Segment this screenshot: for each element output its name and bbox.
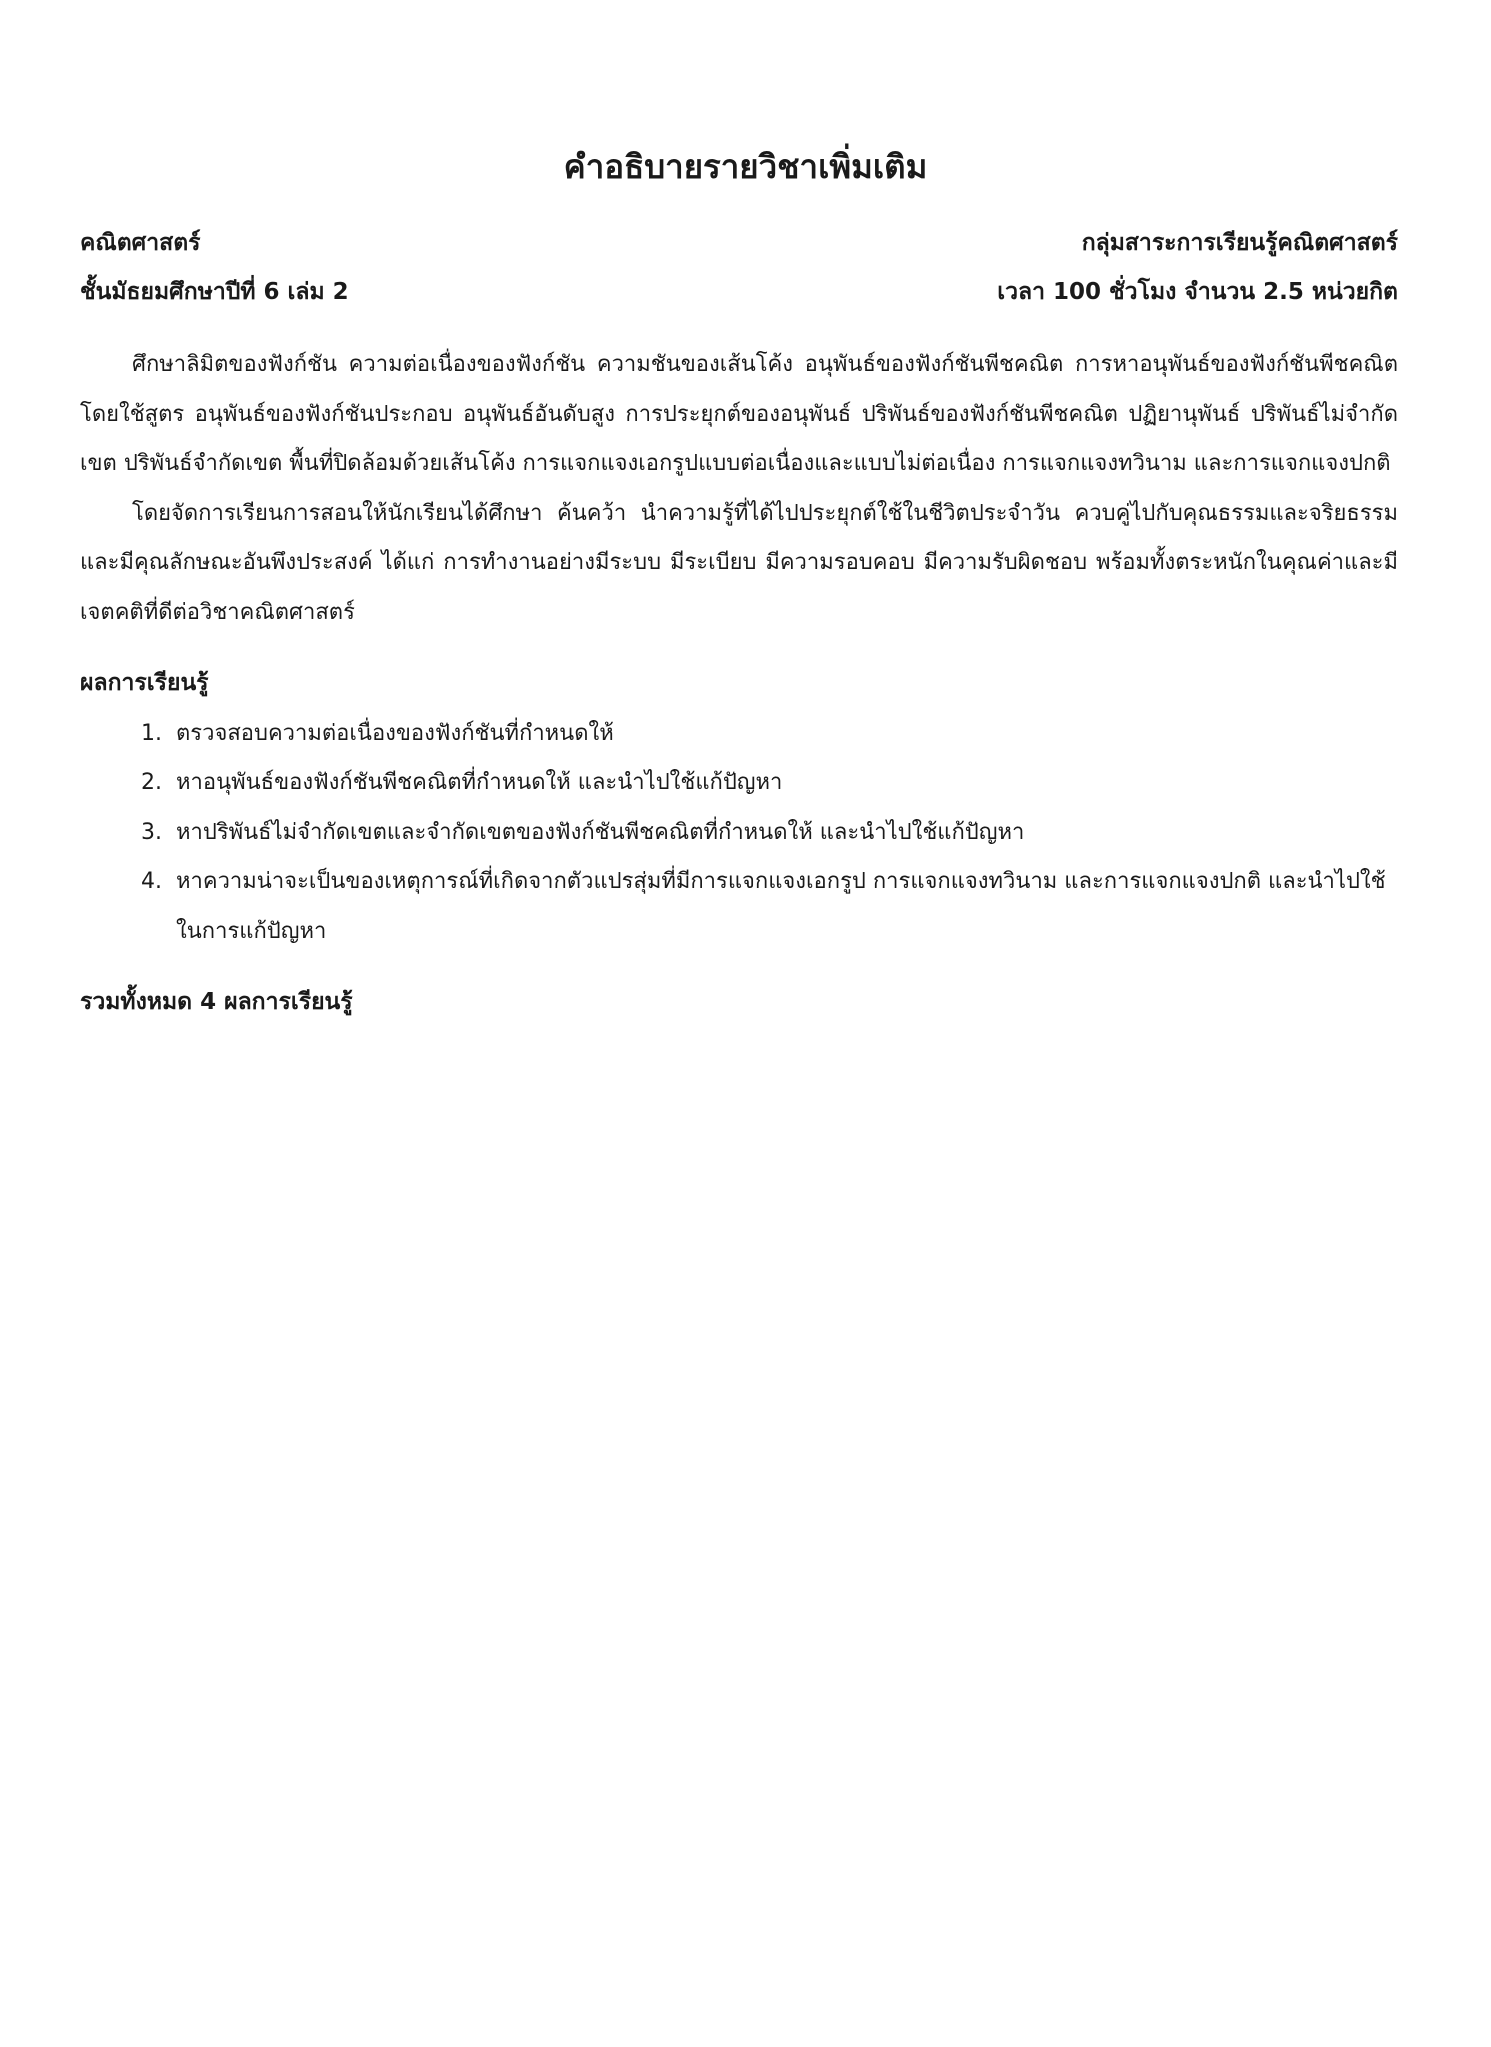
outcome-text: ตรวจสอบความต่อเนื่องของฟังก์ชันที่กำหนดให้ [176,720,614,746]
subject-label: คณิตศาสตร์ [80,230,201,256]
outcome-number: 3. [141,819,162,845]
outcome-text: หาความน่าจะเป็นของเหตุการณ์ที่เกิดจากตัวแปรสุ่มที่มีการแจกแจงเอกรูป การแจกแจงทวินาม และการแจกแจงปกติ และนำไปใช้ในการแก้ปัญหา [176,869,1386,944]
outcome-item-2 [80,758,1398,808]
description-paragraph-2: โดยจัดการเรียนการสอนให้นักเรียนได้ศึกษา ค้นคว้า นำความรู้ที่ได้ไปประยุกต์ใช้ในชีวิตประจำวัน ควบคู่ไปกับคุณธรรมและจริยธรรม และมีคุณลักษณะอันพึงประสงค์ ได้แก่ การทำงานอย่างมีระบบ มีระเบียบ มีความรอบคอบ มีความรับผิดชอบ พร้อมทั้งตระหนักในคุณค่าและมีเจตคติที่ดีต่อวิชาคณิตศาสตร์ [80,500,1398,625]
outcome-number: 1. [141,720,162,746]
document-body [80,340,1398,1028]
outcome-text: หาอนุพันธ์ของฟังก์ชันพีชคณิตที่กำหนดให้ และนำไปใช้แก้ปัญหา [176,770,783,795]
description-paragraph-1: ศึกษาลิมิตของฟังก์ชัน ความต่อเนื่องของฟังก์ชัน ความชันของเส้นโค้ง อนุพันธ์ของฟังก์ชันพีชคณิต การหาอนุพันธ์ของฟังก์ชันพีชคณิตโดยใช้สูตร อนุพันธ์ของฟังก์ชันประกอบ อนุพันธ์อันดับสูง การประยุกต์ของอนุพันธ์ ปริพันธ์ของฟังก์ชันพีชคณิต ปฏิยานุพันธ์ ปริพันธ์ไม่จำกัดเขต ปริพันธ์จำกัดเขต พื้นที่ปิดล้อมด้วยเส้นโค้ง การแจกแจงเอกรูปแบบต่อเนื่องและแบบไม่ต่อเนื่อง การแจกแจงทวินาม และการแจกแจงปกติ [80,352,1398,476]
outcomes-heading: ผลการเรียนรู้ [80,670,209,696]
outcome-item-4 [80,857,1398,956]
meta-row-subject [80,225,1398,261]
outcomes-summary: รวมทั้งหมด 4 ผลการเรียนรู้ [80,989,353,1015]
time-credits-label: เวลา 100 ชั่วโมง จำนวน 2.5 หน่วยกิต [997,279,1398,305]
outcome-item-3 [80,808,1398,858]
learning-area-label: กลุ่มสาระการเรียนรู้คณิตศาสตร์ [1081,230,1398,256]
meta-row-grade [80,274,1398,310]
outcome-item-1 [80,709,1398,759]
outcomes-list [80,709,1398,957]
document-title: คำอธิบายรายวิชาเพิ่มเติม [563,147,928,186]
outcome-text: หาปริพันธ์ไม่จำกัดเขตและจำกัดเขตของฟังก์ชันพีชคณิตที่กำหนดให้ และนำไปใช้แก้ปัญหา [176,819,1025,845]
grade-label: ชั้นมัธยมศึกษาปีที่ 6 เล่ม 2 [80,279,349,305]
outcome-number: 4. [141,869,162,894]
outcome-number: 2. [141,770,162,795]
